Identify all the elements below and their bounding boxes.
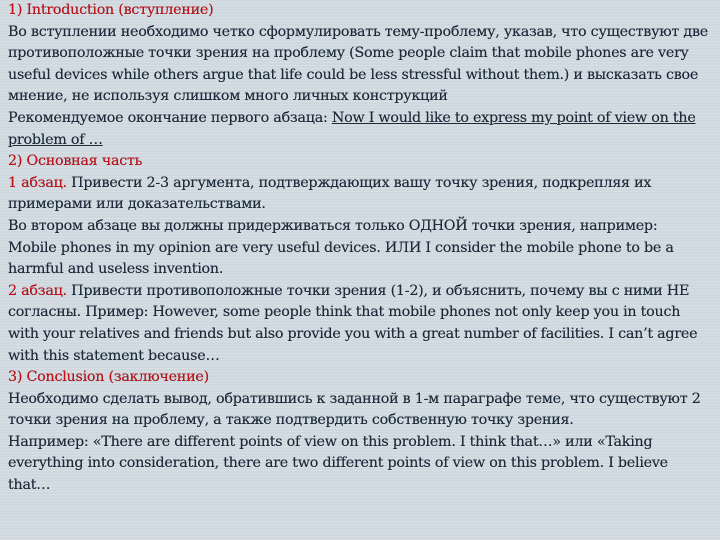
recommend-phrase: Now I would like to express my point of view on the problem of … [8,109,696,148]
conclusion-body: Необходимо сделать вывод, обратившись к заданной в 1-м параграфе теме, что существуют 2 точки зрения на проблему, а также подтвердить собственную точку зрения. [8,390,701,429]
main-paragraph-2 [8,281,710,367]
paragraph-2-label: 2 абзац. [8,282,67,299]
intro-heading: 1) Introduction (вступление) [8,2,214,18]
document-text [8,0,710,497]
main-paragraph-1-note: Во втором абзаце вы должны придерживаться только ОДНОЙ точки зрения, например: Mobile phones in my opinion are very useful devices. ИЛИ I consider the mobile phone to be a harmful and useless invention. [8,217,674,278]
paragraph-1-label: 1 абзац. [8,174,67,191]
recommend-label: Рекомендуемое окончание первого абзаца: [8,109,332,126]
paragraph-1-text: Привести 2-3 аргумента, подтверждающих вашу точку зрения, подкрепляя их примерами или доказательствами. [8,174,652,213]
conclusion-example: Например: «There are different points of view on this problem. I think that…» или «Taking everything into consideration, there are two different points of view on this problem. I believe that… [8,433,668,494]
intro-recommendation [8,108,710,151]
main-paragraph-1 [8,173,710,216]
intro-body: Во вступлении необходимо четко сформулировать тему-проблему, указав, что существуют две противоположные точки зрения на проблему (Some people claim that mobile phones are very useful devices while others argue that life could be less stressful without them.) и высказать свое мнение, не используя слишком много личных конструкций [8,23,708,105]
main-heading: 2) Основная часть [8,153,143,170]
paragraph-2-text: Привести противоположные точки зрения (1-2), и объяснить, почему вы с ними НЕ согласны. Пример: However, some people think that mobile phones not only keep you in touch with your relatives and friends but also provide you with a great number of facilities. I can’t agree with this statement because… [8,282,698,364]
conclusion-heading: 3) Conclusion (заключение) [8,369,209,386]
